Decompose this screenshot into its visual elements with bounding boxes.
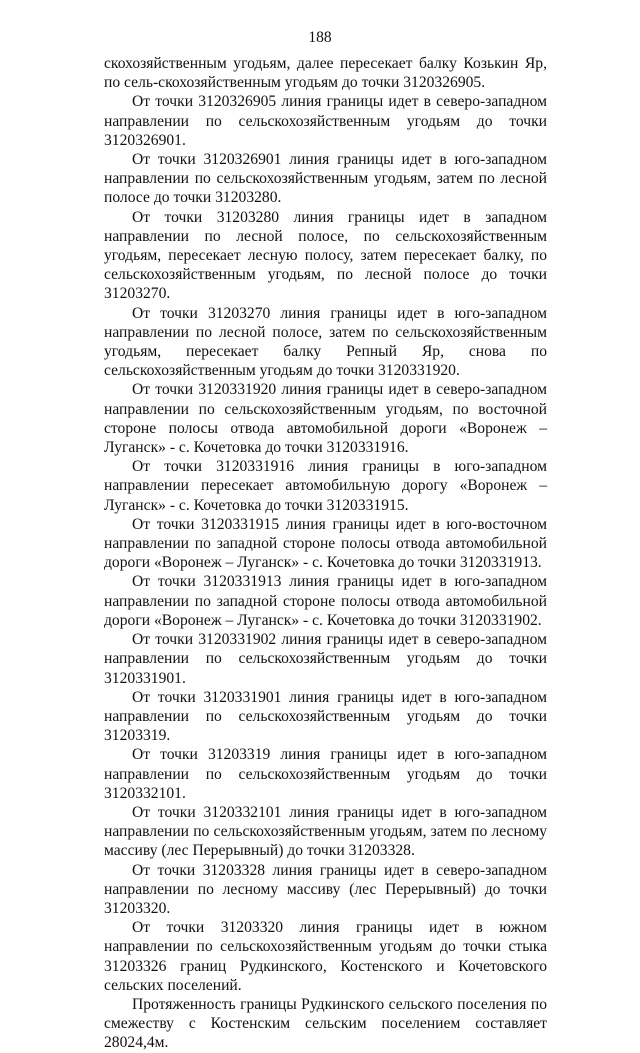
- paragraph: От точки 31203328 линия границы идет в северо-западном направлении по лесному массиву (лес Перерывный) до точки 31203320.: [104, 861, 547, 917]
- paragraph: От точки 3120332101 линия границы идет в юго-западном направлении по сельскохозяйственным угодьям, затем по лесному массиву (лес Перерывный) до точки 31203328.: [104, 803, 547, 860]
- document-body: [104, 54, 547, 1053]
- paragraph: От точки 31203280 линия границы идет в западном направлении по лесной полосе, по сельскохозяйственным угодьям, пересекает лесную полосу, затем пересекает балку, по сельскохозяйственным угодьям, по лесной полосе до точки 31203270.: [104, 208, 547, 303]
- paragraph: От точки 3120331915 линия границы идет в юго-восточном направлении по западной стороне полосы отвода автомобильной дороги «Воронеж – Луганск» - с. Кочетовка до точки 3120331913.: [104, 515, 547, 572]
- paragraph: От точки 3120331902 линия границы идет в северо-западном направлении по сельскохозяйственным угодьям до точки 3120331901.: [104, 631, 547, 687]
- paragraph-continued: скохозяйственным угодьям, далее пересекает балку Козькин Яр, по сель-скохозяйственным угодьям до точки 3120326905.: [104, 55, 547, 92]
- paragraph: От точки 31203319 линия границы идет в юго-западном направлении по сельскохозяйственным угодьям до точки 3120332101.: [104, 746, 547, 802]
- paragraph: От точки 3120331920 линия границы идет в северо-западном направлении по сельскохозяйственным угодьям, по восточной стороне полосы отвода автомобильной дороги «Воронеж – Луганск» - с. Кочетовка до точки 3120331916.: [104, 381, 547, 457]
- paragraph: От точки 3120326905 линия границы идет в северо-западном направлении по сельскохозяйственным угодьям до точки 3120326901.: [104, 93, 547, 149]
- paragraph: От точки 3120331916 линия границы в юго-западном направлении пересекает автомобильную дорогу «Воронеж – Луганск» - с. Кочетовка до точки 3120331915.: [104, 458, 547, 514]
- paragraph: От точки 3120331901 линия границы идет в юго-западном направлении по сельскохозяйственным угодьям до точки 31203319.: [104, 688, 547, 745]
- paragraph: От точки 3120326901 линия границы идет в юго-западном направлении по сельскохозяйственным угодьям, затем по лесной полосе до точки 31203280.: [104, 151, 547, 207]
- page-number: 188: [308, 29, 332, 46]
- paragraph-summary: Протяженность границы Рудкинского сельского поселения по смежеству с Костенским сельским поселением составляет 28024,4м.: [104, 995, 547, 1052]
- paragraph: От точки 31203270 линия границы идет в юго-западном направлении по лесной полосе, затем по сельскохозяйственным угодьям, пересекает балку Репный Яр, снова по сельскохозяйственным угодьям до точки 3120331920.: [104, 304, 547, 380]
- paragraph: От точки 31203320 линия границы идет в южном направлении по сельскохозяйственным угодьям до точки стыка 31203326 границ Рудкинского, Костенского и Кочетовского сельских поселений.: [104, 919, 547, 994]
- paragraph: От точки 3120331913 линия границы идет в юго-западном направлении по западной стороне полосы отвода автомобильной дороги «Воронеж – Луганск» - с. Кочетовка до точки 3120331902.: [104, 573, 547, 629]
